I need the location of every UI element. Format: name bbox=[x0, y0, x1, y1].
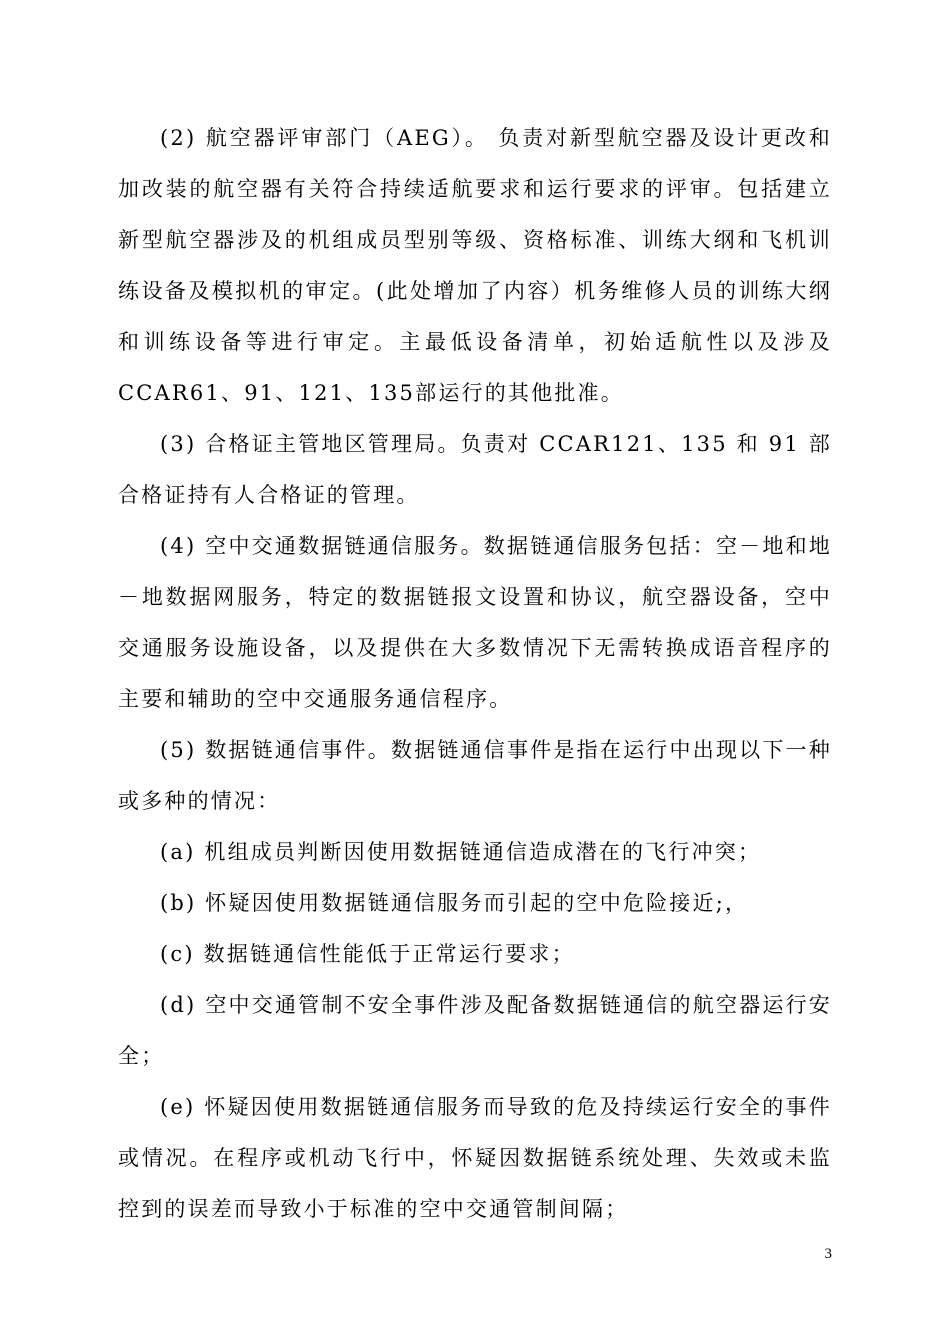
paragraph-datalink-event: (5) 数据链通信事件。数据链通信事件是指在运行中出现以下一种或多种的情况： bbox=[118, 738, 832, 813]
document-body bbox=[118, 113, 832, 1235]
list-item-e: (e) 怀疑因使用数据链通信服务而导致的危及持续运行安全的事件或情况。在程序或机动飞行中，怀疑因数据链系统处理、失效或未监控到的误差而导致小于标准的空中交通管制间隔； bbox=[118, 1095, 832, 1221]
paragraph-certificate-authority: (3) 合格证主管地区管理局。负责对 CCAR121、135 和 91 部合格证持有人合格证的管理。 bbox=[118, 432, 832, 507]
paragraph-aeg: (2) 航空器评审部门（AEG）。 负责对新型航空器及设计更改和加改装的航空器有关符合持续适航要求和运行要求的评审。包括建立新型航空器涉及的机组成员型别等级、资格标准、训练大纲和飞机训练设备及模拟机的审定。(此处增加了内容）机务维修人员的训练大纲和训练设备等进行审定。主最低设备清单，初始适航性以及涉及 CCAR61、91、121、135部运行的其他批准。 bbox=[118, 126, 832, 405]
list-item-b: (b) 怀疑因使用数据链通信服务而引起的空中危险接近;， bbox=[160, 891, 749, 915]
paragraph-datalink-service: (4) 空中交通数据链通信服务。数据链通信服务包括：空－地和地－地数据网服务，特定的数据链报文设置和协议，航空器设备，空中交通服务设施设备，以及提供在大多数情况下无需转换成语音程序的主要和辅助的空中交通服务通信程序。 bbox=[118, 534, 832, 711]
list-item-d: (d) 空中交通管制不安全事件涉及配备数据链通信的航空器运行安全； bbox=[118, 993, 832, 1068]
page-number: 3 bbox=[824, 1246, 832, 1262]
list-item-c: (c) 数据链通信性能低于正常运行要求； bbox=[160, 942, 575, 966]
list-item-a: (a) 机组成员判断因使用数据链通信造成潜在的飞行冲突； bbox=[160, 840, 762, 864]
